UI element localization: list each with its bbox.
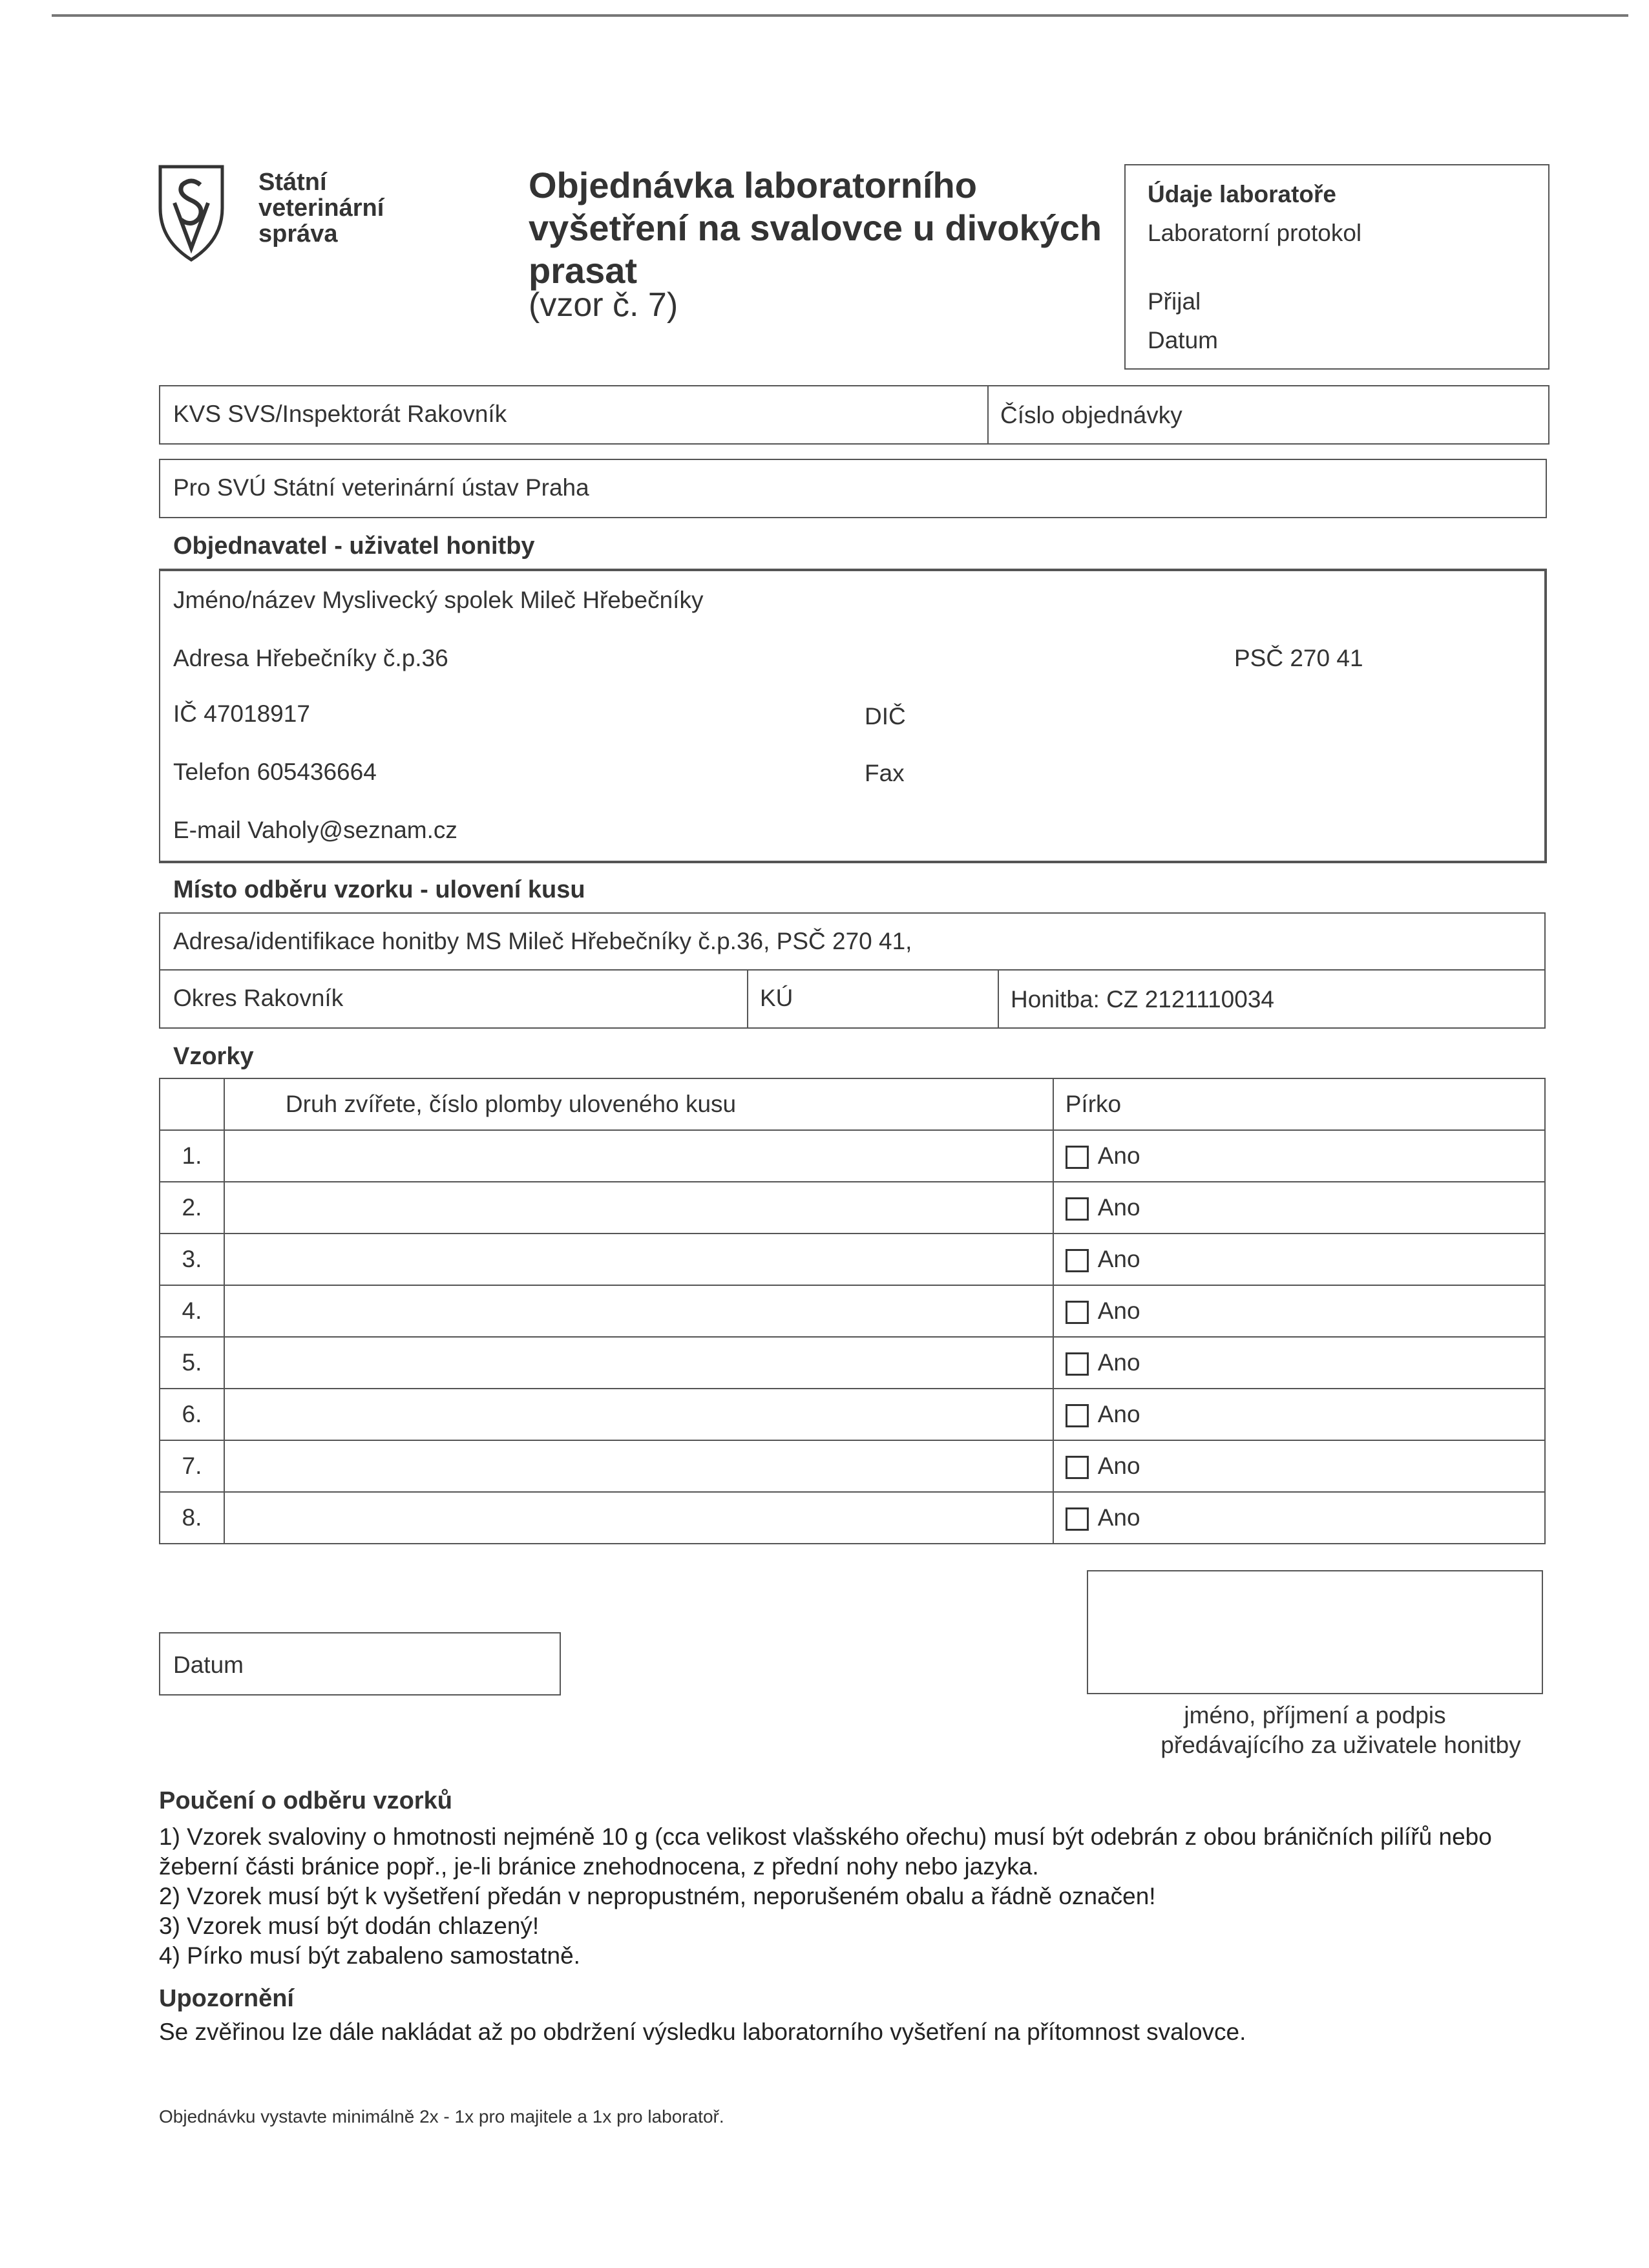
species-cell[interactable] xyxy=(224,1285,1053,1337)
header-species: Druh zvířete, číslo plomby uloveného kusu xyxy=(224,1078,1053,1130)
feather-checkbox[interactable] xyxy=(1066,1249,1089,1272)
lab-heading: Údaje laboratoře xyxy=(1148,181,1336,207)
feather-checkbox[interactable] xyxy=(1066,1301,1089,1324)
feather-checkbox-label: Ano xyxy=(1097,1504,1140,1531)
kvs-label: KVS SVS/Inspektorát Rakovník xyxy=(173,401,507,427)
species-cell[interactable] xyxy=(224,1234,1053,1285)
instructions-item-3: 3) Vzorek musí být dodán chlazený! xyxy=(159,1913,540,1939)
row-number: 3. xyxy=(160,1234,224,1285)
feather-checkbox-label: Ano xyxy=(1097,1246,1140,1272)
row-number: 4. xyxy=(160,1285,224,1337)
samples-heading: Vzorky xyxy=(173,1043,254,1070)
signature-caption-1: jméno, příjmení a podpis xyxy=(1184,1702,1446,1728)
scan-edge-line xyxy=(52,14,1628,17)
orderer-address[interactable]: Adresa Hřebečníky č.p.36 xyxy=(173,645,448,671)
species-cell[interactable] xyxy=(224,1337,1053,1389)
lab-received-label: Přijal xyxy=(1148,288,1201,315)
table-row xyxy=(160,1440,1545,1492)
feather-cell xyxy=(1053,1285,1545,1337)
species-cell[interactable] xyxy=(224,1389,1053,1440)
header-feather: Pírko xyxy=(1053,1078,1545,1130)
feather-checkbox[interactable] xyxy=(1066,1507,1089,1531)
orderer-email[interactable]: E-mail Vaholy@seznam.cz xyxy=(173,817,457,843)
ku-label[interactable]: KÚ xyxy=(760,985,793,1011)
warning-text: Se zvěřinou lze dále nakládat až po obdržení výsledku laboratorního vyšetření na přítomnost svalovce. xyxy=(159,2019,1246,2045)
feather-cell xyxy=(1053,1234,1545,1285)
row-number: 1. xyxy=(160,1130,224,1182)
row-number: 2. xyxy=(160,1182,224,1234)
order-number-label: Číslo objednávky xyxy=(1000,402,1182,428)
table-row xyxy=(160,1182,1545,1234)
lab-date-label: Datum xyxy=(1148,327,1218,353)
orderer-fax[interactable]: Fax xyxy=(865,760,905,786)
instructions-item-1: 1) Vzorek svaloviny o hmotnosti nejméně 10 g (cca velikost vlašského ořechu) musí být odebrán z obou bráničních pilířů nebo žeberní části bránice popř., je-li bránice znehodnocena, z přední nohy nebo jazyka. xyxy=(159,1823,1492,1880)
logo-line3: správa xyxy=(258,220,338,247)
instructions-heading: Poučení o odběru vzorků xyxy=(159,1787,452,1814)
footer-note: Objednávku vystavte minimálně 2x - 1x pro majitele a 1x pro laboratoř. xyxy=(159,2106,724,2126)
feather-checkbox[interactable] xyxy=(1066,1404,1089,1427)
location-heading: Místo odběru vzorku - ulovení kusu xyxy=(173,876,585,903)
feather-cell xyxy=(1053,1337,1545,1389)
table-row xyxy=(160,1492,1545,1544)
species-cell[interactable] xyxy=(224,1130,1053,1182)
location-address[interactable]: Adresa/identifikace honitby MS Mileč Hřebečníky č.p.36, PSČ 270 41, xyxy=(173,928,912,954)
row-number: 6. xyxy=(160,1389,224,1440)
feather-cell xyxy=(1053,1440,1545,1492)
feather-checkbox-label: Ano xyxy=(1097,1401,1140,1427)
orderer-dic[interactable]: DIČ xyxy=(865,703,906,730)
header-num-cell xyxy=(160,1078,224,1130)
feather-checkbox-label: Ano xyxy=(1097,1453,1140,1479)
feather-cell xyxy=(1053,1130,1545,1182)
feather-checkbox[interactable] xyxy=(1066,1146,1089,1169)
orderer-ic[interactable]: IČ 47018917 xyxy=(173,700,310,727)
feather-checkbox-label: Ano xyxy=(1097,1349,1140,1376)
table-row xyxy=(160,1285,1545,1337)
district-label[interactable]: Okres Rakovník xyxy=(173,985,344,1011)
hunting-ground-label[interactable]: Honitba: CZ 2121110034 xyxy=(1011,986,1274,1013)
species-cell[interactable] xyxy=(224,1440,1053,1492)
feather-cell xyxy=(1053,1492,1545,1544)
feather-checkbox[interactable] xyxy=(1066,1352,1089,1376)
samples-table xyxy=(159,1078,1546,1544)
table-row xyxy=(160,1337,1545,1389)
samples-header-row xyxy=(160,1078,1545,1130)
species-cell[interactable] xyxy=(224,1492,1053,1544)
table-row xyxy=(160,1389,1545,1440)
warning-heading: Upozornění xyxy=(159,1985,294,2012)
feather-checkbox-label: Ano xyxy=(1097,1142,1140,1169)
instructions-item-4: 4) Pírko musí být zabaleno samostatně. xyxy=(159,1942,580,1969)
page-title: Objednávka laboratorního vyšetření na svalovce u divokých prasat xyxy=(529,165,1102,291)
signature-box[interactable] xyxy=(1087,1570,1543,1694)
feather-checkbox[interactable] xyxy=(1066,1197,1089,1221)
feather-cell xyxy=(1053,1389,1545,1440)
logo-text xyxy=(258,169,384,247)
row-number: 8. xyxy=(160,1492,224,1544)
orderer-psc[interactable]: PSČ 270 41 xyxy=(1234,645,1363,671)
feather-cell xyxy=(1053,1182,1545,1234)
table-row xyxy=(160,1234,1545,1285)
signature-caption-2: předávajícího za uživatele honitby xyxy=(1161,1732,1521,1758)
recipient-label: Pro SVÚ Státní veterinární ústav Praha xyxy=(173,474,589,501)
feather-checkbox-label: Ano xyxy=(1097,1297,1140,1324)
row-number: 5. xyxy=(160,1337,224,1389)
date-label: Datum xyxy=(173,1652,244,1678)
feather-checkbox-label: Ano xyxy=(1097,1194,1140,1221)
species-cell[interactable] xyxy=(224,1182,1053,1234)
row-number: 7. xyxy=(160,1440,224,1492)
instructions-item-2: 2) Vzorek musí být k vyšetření předán v nepropustném, neporušeném obalu a řádně označen! xyxy=(159,1883,1156,1909)
lab-protocol-label: Laboratorní protokol xyxy=(1148,220,1362,246)
svs-logo-icon xyxy=(156,163,226,264)
orderer-heading: Objednavatel - uživatel honitby xyxy=(173,532,535,560)
orderer-name[interactable]: Jméno/název Myslivecký spolek Mileč Hřebečníky xyxy=(173,587,704,613)
logo-line2: veterinární xyxy=(258,194,384,222)
logo-line1: Státní xyxy=(258,169,327,196)
table-row xyxy=(160,1130,1545,1182)
page-subtitle: (vzor č. 7) xyxy=(529,286,678,324)
feather-checkbox[interactable] xyxy=(1066,1456,1089,1479)
orderer-phone[interactable]: Telefon 605436664 xyxy=(173,759,377,785)
